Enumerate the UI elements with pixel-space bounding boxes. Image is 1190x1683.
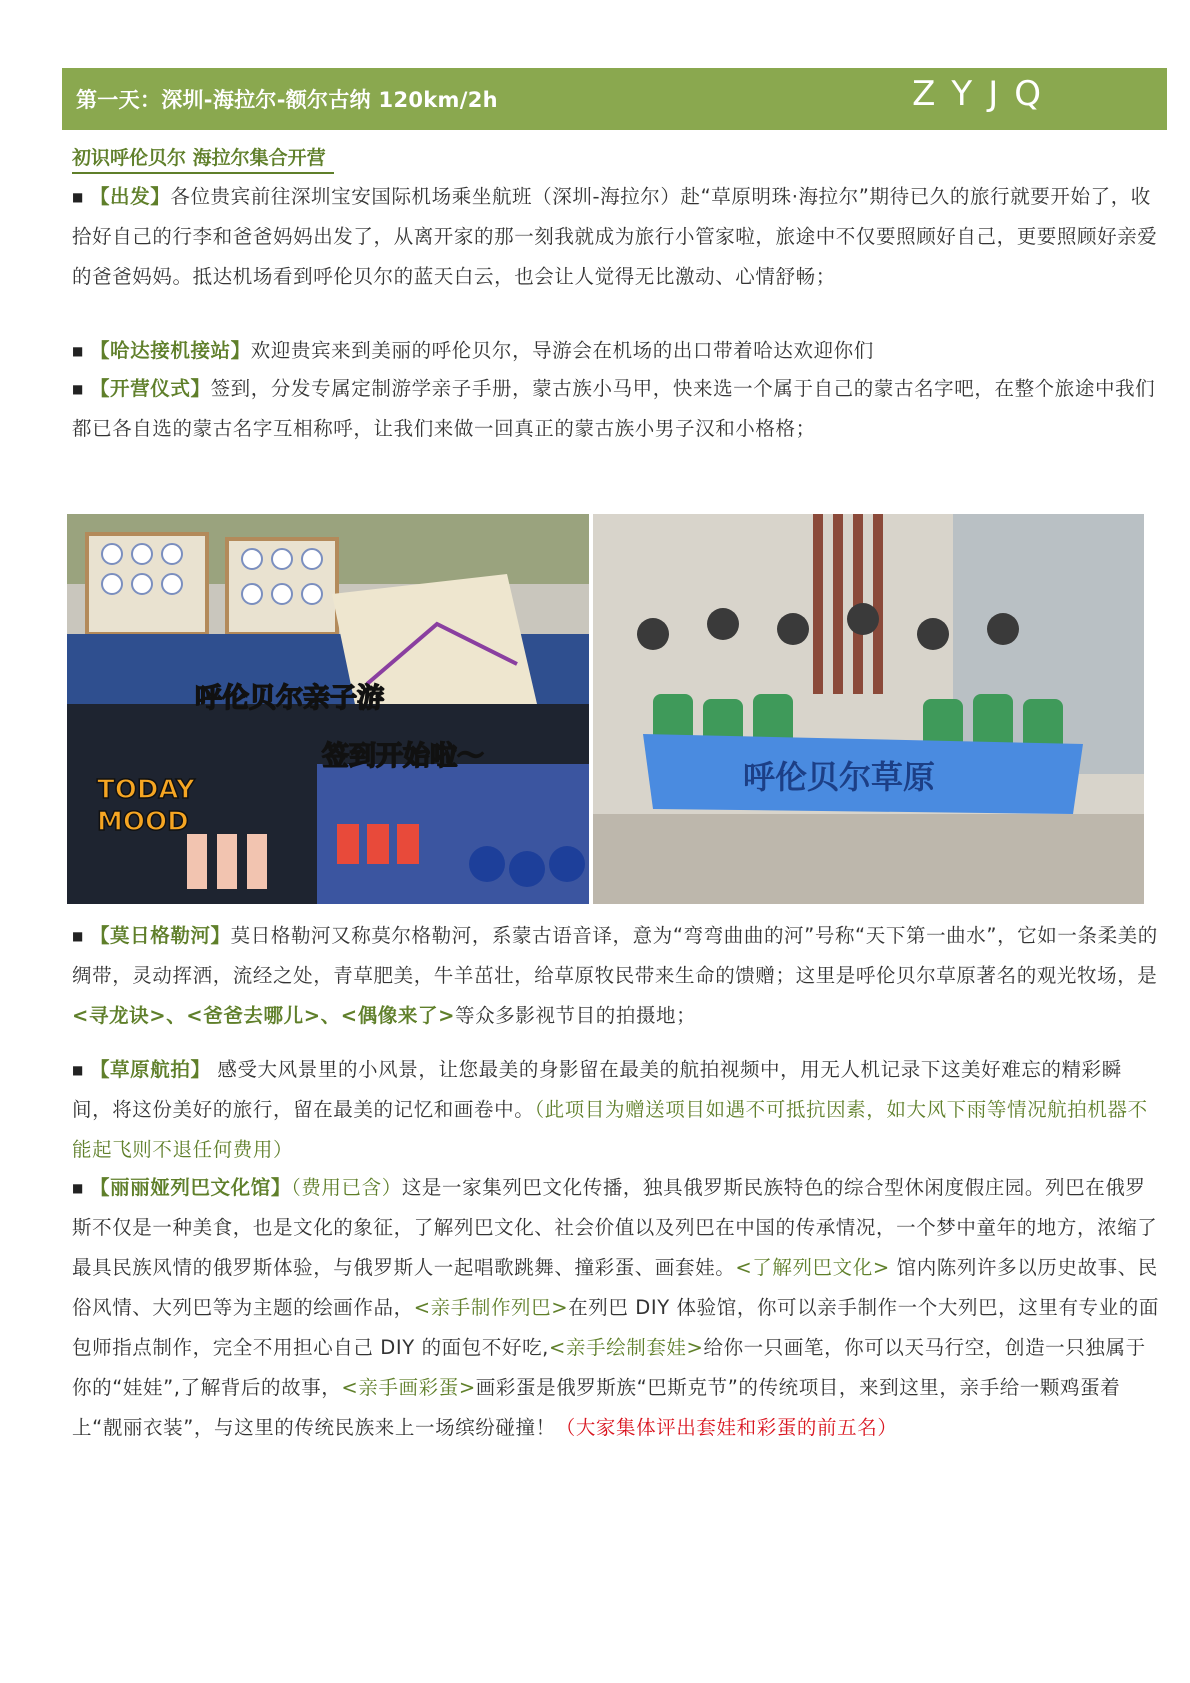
day-header-banner xyxy=(62,68,1167,130)
group-banner-text: 呼伦贝尔草原 xyxy=(743,758,936,796)
text-aerial-note: （此项目为赠送项目如遇不可抵抗因素，如大风下雨等情况航拍机器不能起飞则不退任何费用） xyxy=(72,1098,1148,1161)
day-title: 第一天：深圳-海拉尔-额尔古纳 120km/2h xyxy=(76,88,498,112)
text-top-five-note: （大家集体评出套娃和彩蛋的前五名） xyxy=(555,1416,898,1439)
photo-signin-collage xyxy=(67,514,589,904)
text-bread-3: 在列巴 DIY 体验馆，你可以亲手制作一个大列巴，这里有专业的面包师指点制作，完全不用担心自己 DIY 的面包不好吃, xyxy=(72,1296,1159,1359)
tag-paint-eggs: <亲手画彩蛋> xyxy=(341,1376,476,1399)
text-fee-included: （费用已含） xyxy=(290,1176,402,1199)
label-aerial: 【草原航拍】 xyxy=(89,1058,211,1081)
paragraph-departure xyxy=(72,177,1162,297)
label-pickup: 【哈达接机接站】 xyxy=(89,339,251,362)
group-photo-illustration xyxy=(593,514,1144,904)
bullet-icon: ■ xyxy=(72,344,84,358)
text-morigele-1: 莫日格勒河又称莫尔格勒河，系蒙古语音译，意为“弯弯曲曲的河”号称“天下第一曲水”，它如一条柔美的绸带，灵动挥洒，流经之处，青草肥美，牛羊茁壮，给草原牧民带来生命的馈赠；这里是呼伦贝尔草原著名的观光牧场，是 xyxy=(72,924,1158,987)
paragraph-opening-ceremony xyxy=(72,369,1162,449)
paragraph-morigele-river xyxy=(72,916,1162,1036)
photo-caption-signin: 签到开始啦～ xyxy=(322,741,484,772)
text-aerial: 感受大风景里的小风景，让您最美的身影留在最美的航拍视频中，用无人机记录下这美好难忘的精彩瞬间，将这份美好的旅行，留在最美的记忆和画卷中。 xyxy=(72,1058,1122,1121)
text-morigele-2: 等众多影视节目的拍摄地； xyxy=(455,1004,697,1027)
bullet-icon: ■ xyxy=(72,382,84,396)
label-morigele: 【莫日格勒河】 xyxy=(89,924,231,947)
photo-group-banner xyxy=(593,514,1144,904)
tag-paint-matryoshka: <亲手绘制套娃> xyxy=(548,1336,704,1359)
bullet-icon: ■ xyxy=(72,190,84,204)
bullet-icon: ■ xyxy=(72,1063,84,1077)
text-pickup: 欢迎贵宾来到美丽的呼伦贝尔，导游会在机场的出口带着哈达欢迎你们 xyxy=(250,339,874,362)
bullet-icon: ■ xyxy=(72,929,84,943)
photo-today-mood-sign: TODAY MOOD xyxy=(97,775,195,837)
text-bread-2: 馆内陈列许多以历史故事、民俗风情、大列巴等为主题的绘画作品， xyxy=(72,1256,1158,1319)
label-opening: 【开营仪式】 xyxy=(89,377,211,400)
label-departure: 【出发】 xyxy=(89,185,171,208)
text-morigele-highlight: <寻龙诀>、<爸爸去哪儿>、<偶像来了> xyxy=(72,1004,456,1027)
photo-caption-parent-child-tour: 呼伦贝尔亲子游 xyxy=(195,683,384,714)
label-bread-museum: 【丽丽娅列巴文化馆】 xyxy=(89,1176,291,1199)
paragraph-pickup xyxy=(72,331,1162,371)
paragraph-aerial-photography xyxy=(72,1050,1162,1170)
text-opening: 签到，分发专属定制游学亲子手册，蒙古族小马甲，快来选一个属于自己的蒙古名字吧，在整个旅途中我们都已各自选的蒙古名字互相称呼，让我们来做一回真正的蒙古族小男子汉和小格格； xyxy=(72,377,1156,440)
text-departure: 各位贵宾前往深圳宝安国际机场乘坐航班（深圳-海拉尔）赴“草原明珠·海拉尔”期待已久的旅行就要开始了，收拾好自己的行李和爸爸妈妈出发了，从离开家的那一刻我就成为旅行小管家啦，旅途中不仅要照顾好自己，更要照顾好亲爱的爸爸妈妈。抵达机场看到呼伦贝尔的蓝天白云，也会让人觉得无比激动、心情舒畅； xyxy=(72,185,1158,288)
text-bread-5: 画彩蛋是俄罗斯族“巴斯克节”的传统项目，来到这里，亲手给一颗鸡蛋着上“靓丽衣装”，与这里的传统民族来上一场缤纷碰撞！ xyxy=(72,1376,1121,1439)
tag-learn-bread-culture: <了解列巴文化> xyxy=(735,1256,890,1279)
text-bread-4: 给你一只画笔，你可以天马行空，创造一只独属于你的“娃娃”,了解背后的故事， xyxy=(72,1336,1146,1399)
brand-logo: ZYJQ xyxy=(912,74,1057,114)
text-bread-1: 这是一家集列巴文化传播，独具俄罗斯民族特色的综合型休闲度假庄园。列巴在俄罗斯不仅是一种美食，也是文化的象征，了解列巴文化、社会价值以及列巴在中国的传承情况，一个梦中童年的地方，浓缩了最具民族风情的俄罗斯体验，与俄罗斯人一起唱歌跳舞、撞彩蛋、画套娃。 xyxy=(72,1176,1158,1279)
section-subtitle: 初识呼伦贝尔 海拉尔集合开营 xyxy=(72,143,334,174)
bullet-icon: ■ xyxy=(72,1181,84,1195)
paragraph-bread-museum xyxy=(72,1168,1162,1448)
tag-make-bread: <亲手制作列巴> xyxy=(413,1296,569,1319)
